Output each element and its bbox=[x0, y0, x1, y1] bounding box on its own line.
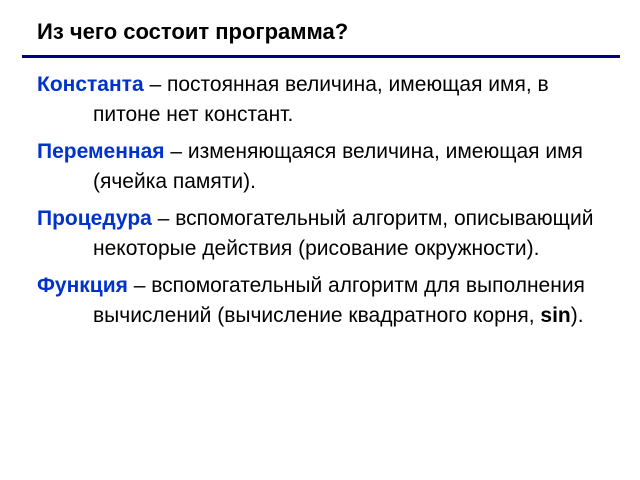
slide-title: Из чего состоит программа? bbox=[37, 19, 349, 44]
term-function: Функция bbox=[37, 274, 128, 297]
definition-text-function-tail: ). bbox=[570, 304, 584, 327]
definition-text-function: – вспомогательный алгоритм для выполнения вычислений (вычисление квадратного корня, bbox=[93, 274, 585, 327]
definition-text-variable: – изменяющаяся величина, имеющая имя (ячейка памяти). bbox=[93, 140, 583, 193]
keyword-sin: sin bbox=[540, 304, 571, 327]
term-constant: Константа bbox=[37, 73, 144, 96]
definition-item-function bbox=[37, 271, 617, 331]
definition-item-constant bbox=[37, 70, 617, 130]
definition-item-procedure bbox=[37, 204, 617, 264]
definition-list bbox=[37, 70, 617, 338]
title-underline bbox=[22, 55, 620, 58]
definition-text-constant: – постоянная величина, имеющая имя, в питоне нет констант. bbox=[93, 73, 549, 126]
term-variable: Переменная bbox=[37, 140, 165, 163]
term-procedure: Процедура bbox=[37, 207, 152, 230]
definition-item-variable bbox=[37, 137, 617, 197]
definition-text-procedure: – вспомогательный алгоритм, описывающий некоторые действия (рисование окружности). bbox=[93, 207, 594, 260]
